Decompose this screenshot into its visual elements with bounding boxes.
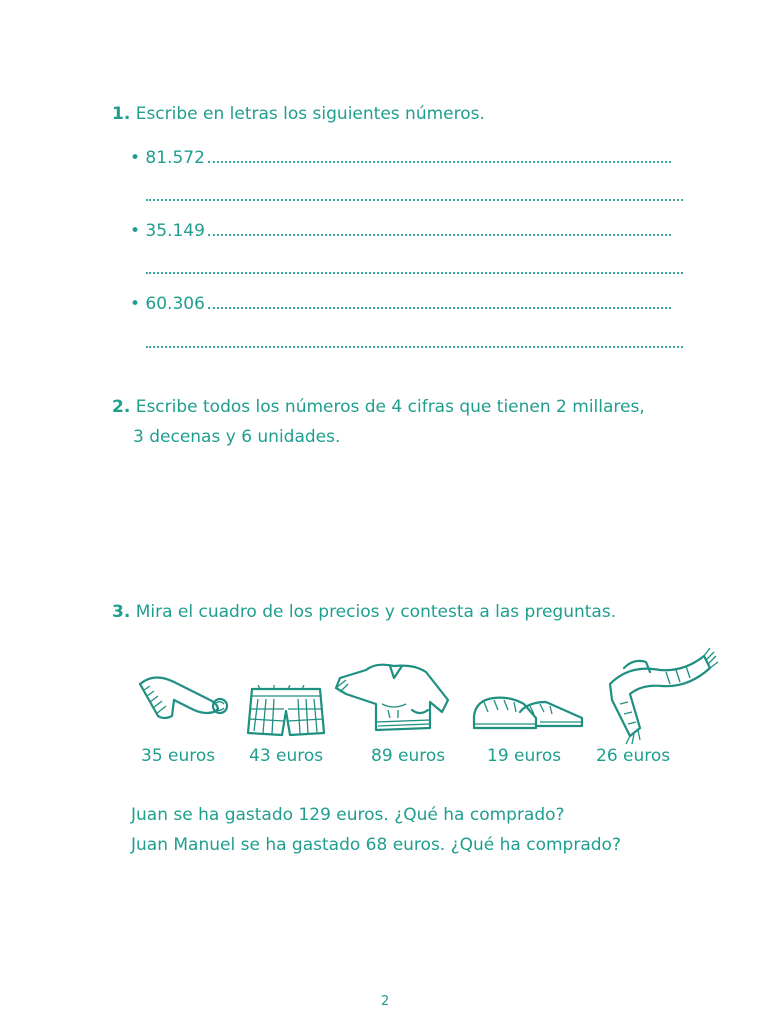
question-juan-manuel: Juan Manuel se ha gastado 68 euros. ¿Qué ha comprado? — [131, 835, 621, 855]
question-2-line1: Escribe todos los números de 4 cifras que tienen 2 millares, — [135, 397, 645, 417]
price-scarf: 26 euros — [596, 746, 671, 766]
question-3-number: 3. — [112, 602, 131, 622]
number-label: • 81.572 — [130, 148, 205, 168]
slippers-icon — [470, 688, 588, 736]
number-label: • 35.149 — [130, 221, 205, 241]
question-2-number: 2. — [112, 397, 131, 417]
question-1-title — [112, 104, 485, 124]
page-number: 2 — [381, 994, 390, 1009]
answer-line-81572[interactable] — [130, 148, 671, 168]
hat-icon — [134, 670, 234, 722]
sweater-icon — [332, 660, 456, 736]
question-juan: Juan se ha gastado 129 euros. ¿Qué ha comprado? — [131, 805, 565, 825]
answer-line-continuation[interactable] — [146, 199, 683, 201]
dotted-line — [208, 148, 671, 163]
question-1-text: Escribe en letras los siguientes números. — [135, 104, 485, 124]
shorts-icon — [244, 685, 328, 739]
price-shorts: 43 euros — [249, 746, 324, 766]
answer-line-continuation[interactable] — [146, 346, 683, 348]
answer-line-35149[interactable] — [130, 221, 671, 241]
dotted-line — [208, 221, 671, 236]
price-slippers: 19 euros — [487, 746, 562, 766]
dotted-line — [208, 294, 671, 309]
question-1-number: 1. — [112, 104, 131, 124]
question-3-text: Mira el cuadro de los precios y contesta a las preguntas. — [135, 602, 617, 622]
scarf-icon — [600, 644, 722, 746]
price-hat: 35 euros — [141, 746, 216, 766]
price-sweater: 89 euros — [371, 746, 446, 766]
question-3-title — [112, 602, 616, 622]
question-2-title — [112, 397, 645, 417]
number-label: • 60.306 — [130, 294, 205, 314]
answer-line-continuation[interactable] — [146, 272, 683, 274]
question-2-line2: 3 decenas y 6 unidades. — [133, 427, 341, 447]
answer-line-60306[interactable] — [130, 294, 671, 314]
